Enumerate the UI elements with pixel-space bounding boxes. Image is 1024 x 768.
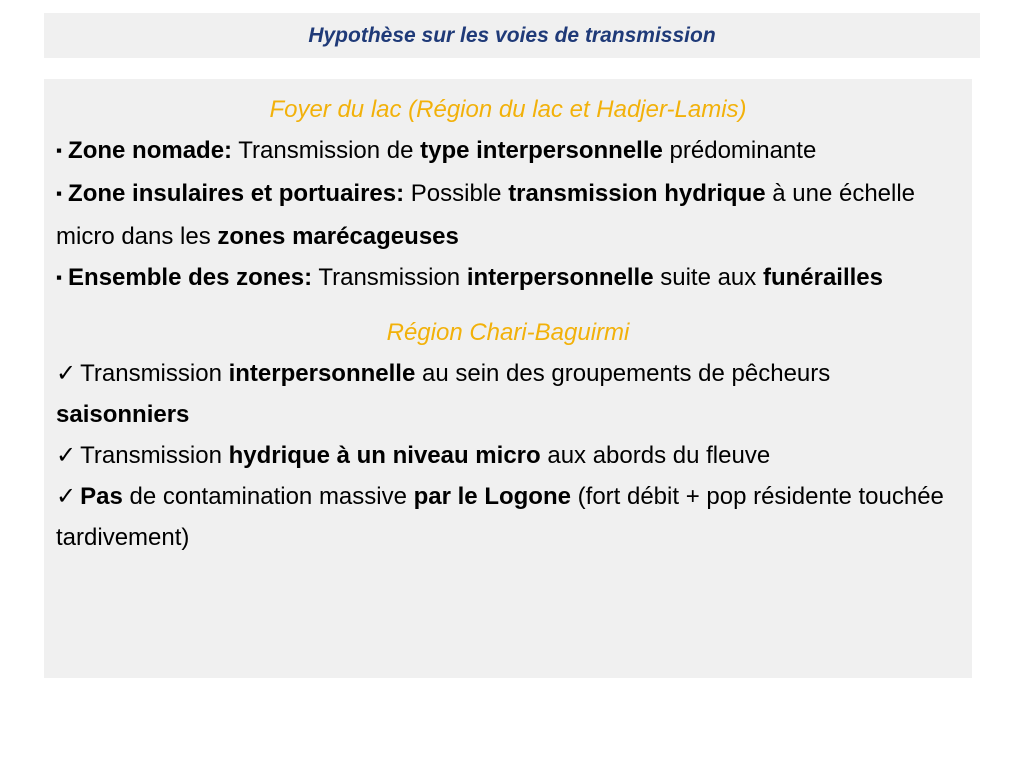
bold-text: transmission hydrique bbox=[508, 180, 766, 207]
bold-text: Zone nomade: bbox=[68, 137, 233, 164]
text-run: Transmission bbox=[80, 442, 229, 469]
text-run: à une échelle micro dans les bbox=[56, 180, 916, 250]
square-bullet-icon: ▪ bbox=[56, 141, 63, 160]
list-item bbox=[56, 353, 960, 435]
section-spacer bbox=[56, 300, 960, 312]
content-box bbox=[44, 79, 972, 678]
list-item bbox=[56, 476, 960, 558]
bold-text: interpersonnelle bbox=[228, 360, 416, 387]
section-list-foyer-du-lac bbox=[56, 130, 960, 300]
bold-text: zones marécageuses bbox=[217, 223, 459, 250]
text-run: au sein des groupements de pêcheurs bbox=[415, 360, 831, 387]
section-heading-chari-baguirmi: Région Chari-Baguirmi bbox=[386, 319, 630, 346]
bold-text: funérailles bbox=[762, 264, 883, 291]
page-title: Hypothèse sur les voies de transmission bbox=[308, 23, 716, 47]
bold-text: par le Logone bbox=[413, 483, 571, 510]
list-item bbox=[56, 435, 960, 476]
bold-text: hydrique à un niveau micro bbox=[228, 442, 541, 469]
checkmark-icon: ✓ bbox=[56, 360, 77, 387]
section-list-chari-baguirmi bbox=[56, 353, 960, 558]
bold-text: Ensemble des zones: bbox=[68, 264, 313, 291]
square-bullet-icon: ▪ bbox=[56, 184, 63, 203]
list-item bbox=[56, 173, 960, 257]
text-run: Transmission de bbox=[232, 137, 421, 164]
bold-text: saisonniers bbox=[56, 401, 190, 428]
text-run: de contamination massive bbox=[122, 483, 414, 510]
text-run: (fort débit + pop résidente touchée tardivement) bbox=[56, 483, 944, 551]
text-run: prédominante bbox=[662, 137, 817, 164]
text-run: aux abords du fleuve bbox=[540, 442, 771, 469]
list-item bbox=[56, 130, 960, 173]
bold-text: interpersonnelle bbox=[466, 264, 654, 291]
section-heading-foyer-du-lac: Foyer du lac (Région du lac et Hadjer-Lamis) bbox=[269, 96, 747, 123]
bold-text: Pas bbox=[80, 483, 123, 510]
square-bullet-icon: ▪ bbox=[56, 268, 63, 287]
text-run: suite aux bbox=[653, 264, 763, 291]
bold-text: type interpersonnelle bbox=[420, 137, 663, 164]
text-run: Transmission bbox=[312, 264, 467, 291]
checkmark-icon: ✓ bbox=[56, 483, 77, 510]
text-run: Possible bbox=[404, 180, 509, 207]
checkmark-icon: ✓ bbox=[56, 442, 77, 469]
text-run: Transmission bbox=[80, 360, 229, 387]
bold-text: Zone insulaires et portuaires: bbox=[68, 180, 405, 207]
title-bar bbox=[44, 13, 980, 58]
list-item bbox=[56, 257, 960, 300]
